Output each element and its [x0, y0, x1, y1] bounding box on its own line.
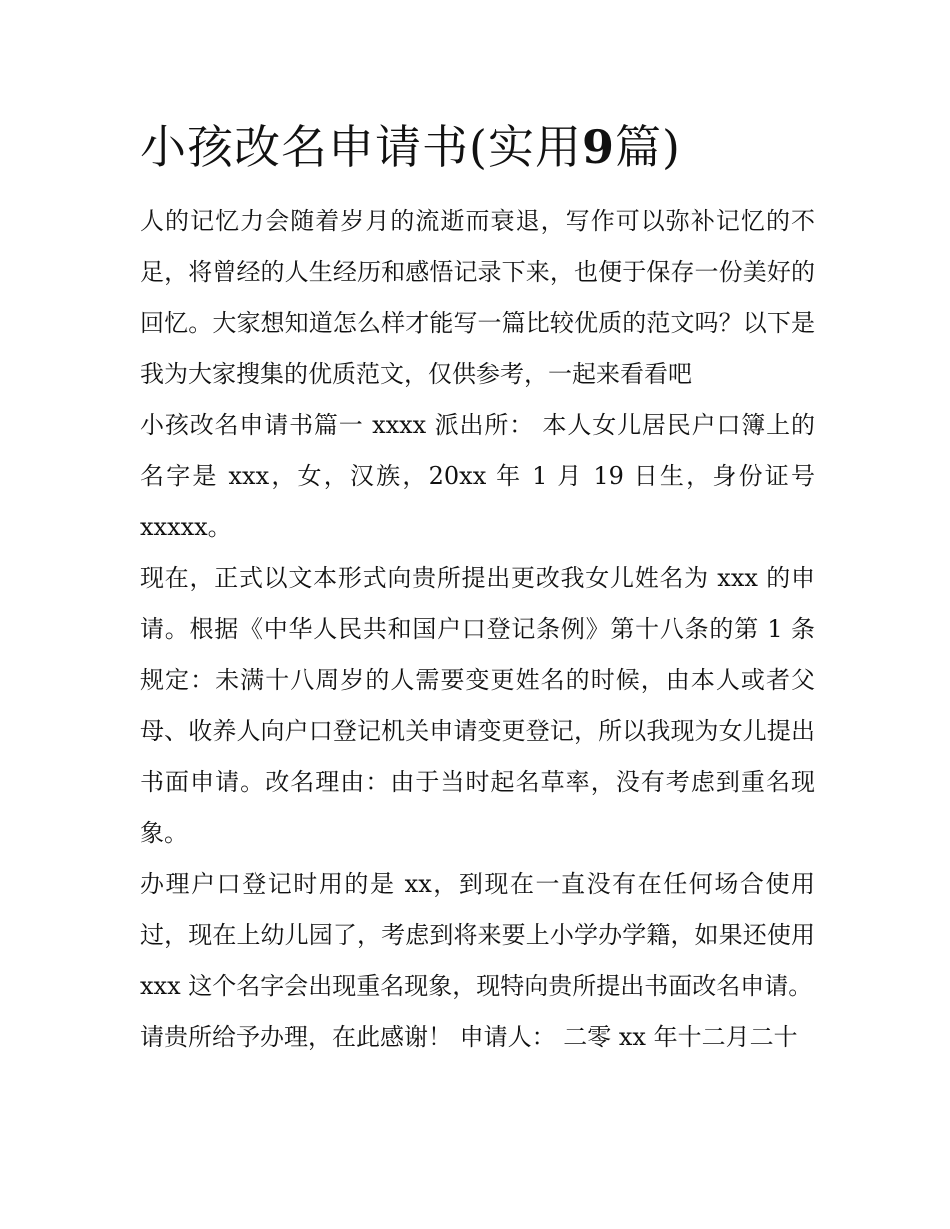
intro-paragraph: 人的记忆力会随着岁月的流逝而衰退，写作可以弥补记忆的不足，将曾经的人生经历和感悟记录下来，也便于保存一份美好的回忆。大家想知道怎么样才能写一篇比较优质的范文吗？以下是我为大家搜集的优质范文，仅供参考，一起来看看吧 — [140, 207, 815, 388]
document-body — [140, 196, 815, 1063]
letter-opening-paragraph: 小孩改名申请书篇一 xxxx 派出所： 本人女儿居民户口簿上的名字是 xxx，女，汉族，20xx 年 1 月 19 日生，身份证号 xxxxx。 — [140, 411, 815, 541]
title-number: 9 — [581, 120, 615, 174]
closing-paragraph: 请贵所给予办理，在此感谢！ 申请人： 二零 xx 年十二月二十 — [140, 1023, 798, 1051]
document-title — [140, 116, 820, 178]
reason-paragraph: 办理户口登记时用的是 xx，到现在一直没有在任何场合使用过，现在上幼儿园了，考虑到将来要上小学办学籍，如果还使用 xxx 这个名字会出现重名现象，现特向贵所提出书面改名申请。 — [140, 870, 815, 1000]
title-suffix: 篇) — [614, 120, 681, 174]
title-prefix: 小孩改名申请书(实用 — [140, 120, 582, 174]
request-paragraph: 现在，正式以文本形式向贵所提出更改我女儿姓名为 xxx 的申请。根据《中华人民共和国户口登记条例》第十八条的第 1 条规定：未满十八周岁的人需要变更姓名的时候，由本人或者父母、收养人向户口登记机关申请变更登记，所以我现为女儿提出书面申请。改名理由：由于当时起名草率，没有考虑到重名现象。 — [140, 564, 815, 847]
